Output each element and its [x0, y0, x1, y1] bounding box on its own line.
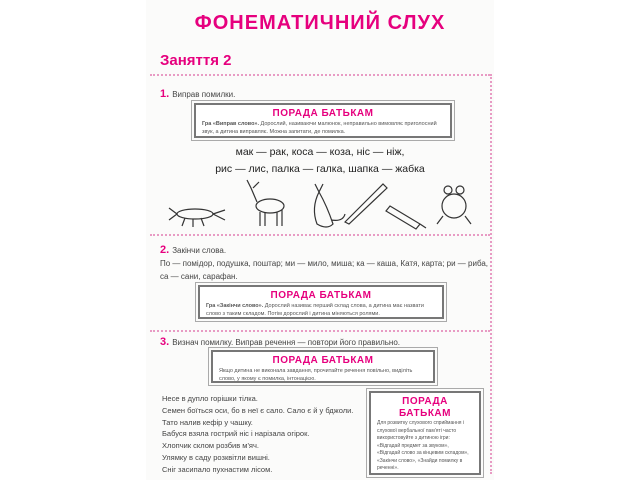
tip-box-2: ПОРАДА БАТЬКАМ Гра «Закінчи слово». Дорослий називає перший склад слова, а дитина має назвати слово з таким складом. Потім дорослий і дитина міняються ролями. — [198, 285, 444, 319]
divider — [150, 330, 490, 332]
sentence: Бабуся взяла гострий ніс і нарізала огірок. — [162, 429, 310, 439]
task-3: 3. Визнач помилку. Виправ речення — повтори його правильно. — [160, 336, 400, 348]
lesson-heading: Заняття 2 — [160, 52, 232, 69]
tip-heading: ПОРАДА БАТЬКАМ — [272, 108, 374, 119]
sentence: Сніг засипало пухнастим лісом. — [162, 464, 273, 474]
margin-line — [490, 74, 492, 474]
sentence: Несе в дупло горішки тілка. — [162, 394, 258, 403]
fox-icon — [314, 184, 345, 227]
word-pairs-1: мак — рак, коса — коза, ніс — ніж, — [235, 146, 405, 158]
sentence: Хлопчик склом розбив м'яч. — [162, 441, 259, 451]
knife-icon — [345, 184, 387, 224]
task-2-body: По — помідор, подушка, поштар; ми — мило, миша; ка — каша, Катя, карта; ри — риба, са — сани, сарафан. — [160, 259, 489, 281]
goat-icon — [247, 180, 284, 226]
tip-box-3: ПОРАДА БАТЬКАМ Якщо дитина не виконала завдання, прочитайте речення повільно, виділіть слово, у якому є помилка, інтонацією. — [211, 350, 435, 383]
frog-icon — [437, 186, 471, 224]
tip-heading: ПОРАДА БАТЬКАМ — [270, 290, 372, 301]
rolling-pin-icon — [386, 206, 426, 229]
word-pairs-2: рис — лис, палка — галка, шапка — жабка — [215, 163, 425, 175]
tip-box-1: ПОРАДА БАТЬКАМ Гра «Виправ слово». Дорослий, називаючи малюнок, неправильно вимовляє приголосний звук, а дитина виправляє. Можна запитати, де помилка. — [194, 103, 452, 138]
tip-heading: ПОРАДА БАТЬКАМ — [272, 355, 374, 366]
task-2: 2. Закінчи слова. — [160, 244, 227, 256]
page-title: ФОНЕМАТИЧНИЙ СЛУХ — [194, 12, 446, 34]
task-1: 1. Виправ помилки. — [160, 88, 236, 100]
sentence-list — [162, 393, 353, 476]
pictures-row — [165, 176, 485, 232]
crayfish-icon — [169, 208, 225, 227]
divider — [150, 234, 490, 236]
sentence: Семен боїться оси, бо в неї є сало. Сало є й у бджоли. — [162, 405, 354, 415]
divider — [150, 74, 490, 76]
sentence: Тато налив кефір у чашку. — [162, 417, 253, 427]
tip-heading: ПОРАДА БАТЬКАМ — [399, 396, 451, 419]
sentence: Улямку в саду розквітли вишні. — [162, 452, 270, 462]
tip-box-4: ПОРАДА БАТЬКАМ Для розвитку слухового сприймання і слухової вербальної пам'яті часто використовуйте з дитиною ігри: «Відгадай предмет за звуком», «Відгадай слово за кінцевим складом», «Закінчи слово», «Знайди помилку в реченні». — [369, 391, 481, 475]
